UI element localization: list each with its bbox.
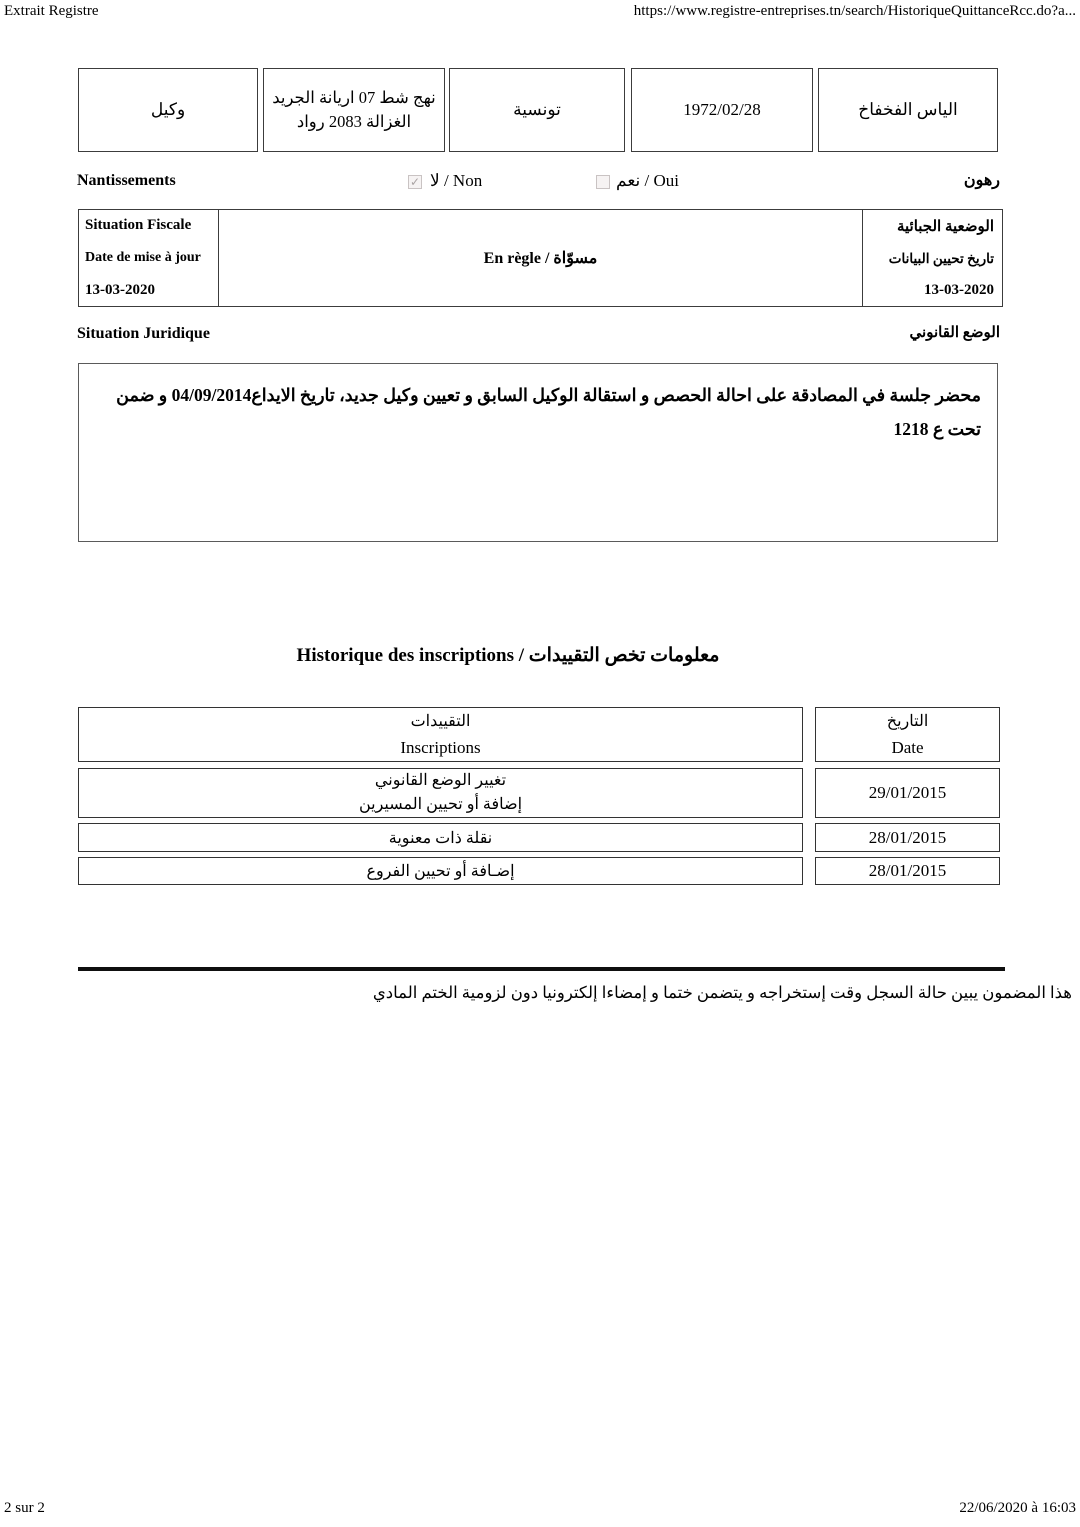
inscription-row-2-date: 28/01/2015 bbox=[815, 823, 1000, 852]
inscriptions-header-ar: التقييدات bbox=[410, 712, 471, 730]
fiscal-date-label-fr: Date de mise à jour bbox=[85, 250, 201, 265]
inscription-row-1-line-1: تغيير الوضع القانوني bbox=[374, 772, 507, 789]
juridique-label-ar: الوضع القانوني bbox=[909, 325, 1000, 341]
identity-nationality-cell: تونسية bbox=[449, 68, 625, 152]
oui-label: نعم / Oui bbox=[616, 171, 679, 190]
nantissements-label: Nantissements bbox=[77, 172, 176, 189]
fiscal-label-ar: الوضعية الجبائية bbox=[896, 219, 994, 235]
footer-datetime: 22/06/2020 à 16:03 bbox=[959, 1500, 1076, 1516]
identity-address-cell: نهج شط 07 اريانة الجريد الغزالة 2083 رواد bbox=[263, 68, 445, 152]
inscription-row-3-content: إضـافة أو تحيين الفروع bbox=[78, 857, 803, 885]
fiscal-label-fr: Situation Fiscale bbox=[85, 217, 192, 233]
separator-rule bbox=[78, 967, 1005, 971]
non-checkbox[interactable]: ✓ bbox=[409, 175, 421, 189]
fiscal-date-value-ar: 13-03-2020 bbox=[924, 282, 994, 298]
date-header-cell bbox=[815, 707, 1000, 762]
fiscal-status-cell bbox=[219, 210, 862, 306]
inscriptions-section-title: Historique des inscriptions / معلومات تخص التقييدات bbox=[296, 645, 720, 666]
mortgages-label-ar: رهون bbox=[963, 172, 1000, 189]
juridique-content-box bbox=[78, 363, 998, 542]
identity-name-cell: الياس الفخفاخ bbox=[818, 68, 998, 152]
oui-checkbox[interactable] bbox=[596, 175, 610, 189]
footer-page-number: 2 sur 2 bbox=[4, 1500, 45, 1516]
inscription-row-1-line-2: إضافة أو تحيين المسيرين bbox=[358, 796, 523, 813]
non-label: لا / Non bbox=[430, 171, 483, 190]
date-header-fr: Date bbox=[891, 737, 924, 757]
disclaimer-text: هذا المضمون يبين حالة السجل وقت إستخراجه و يتضمن ختما و إمضاءا إلكترونيا دون لزومية الختم المادي bbox=[372, 983, 1072, 1002]
inscriptions-header-cell bbox=[78, 707, 803, 762]
fiscal-date-label-ar: تاريخ تحيين البيانات bbox=[888, 251, 994, 266]
juridique-content-line-2: تحت ع 1218 bbox=[893, 419, 981, 439]
identity-birthdate-cell: 1972/02/28 bbox=[631, 68, 813, 152]
inscription-row-3-date: 28/01/2015 bbox=[815, 857, 1000, 885]
fiscal-left-column bbox=[79, 210, 219, 306]
juridique-label-fr: Situation Juridique bbox=[77, 325, 210, 342]
juridique-content-line-1: محضر جلسة في المصادقة على احالة الحصص و استقالة الوكيل السابق و تعيين وكيل جديد، تاريخ الايداع04/09/2014 و ضمن bbox=[116, 385, 981, 405]
fiscal-date-value-fr: 13-03-2020 bbox=[85, 282, 155, 298]
print-header-url: https://www.registre-entreprises.tn/search/HistoriqueQuittanceRcc.do?a... bbox=[633, 3, 1076, 19]
inscription-row-1-content bbox=[78, 768, 803, 818]
fiscal-status-text: En règle / مسوّاة bbox=[483, 250, 598, 267]
print-header-title: Extrait Registre bbox=[4, 3, 99, 19]
date-header-ar: التاريخ bbox=[886, 712, 929, 730]
inscription-row-1-date: 29/01/2015 bbox=[815, 768, 1000, 818]
inscriptions-header-fr: Inscriptions bbox=[400, 737, 481, 757]
identity-role-cell: وكيل bbox=[78, 68, 258, 152]
situation-fiscale-table bbox=[78, 209, 1003, 307]
inscription-row-2-content: نقلة ذات معنوية bbox=[78, 823, 803, 852]
fiscal-right-column bbox=[862, 210, 1002, 306]
